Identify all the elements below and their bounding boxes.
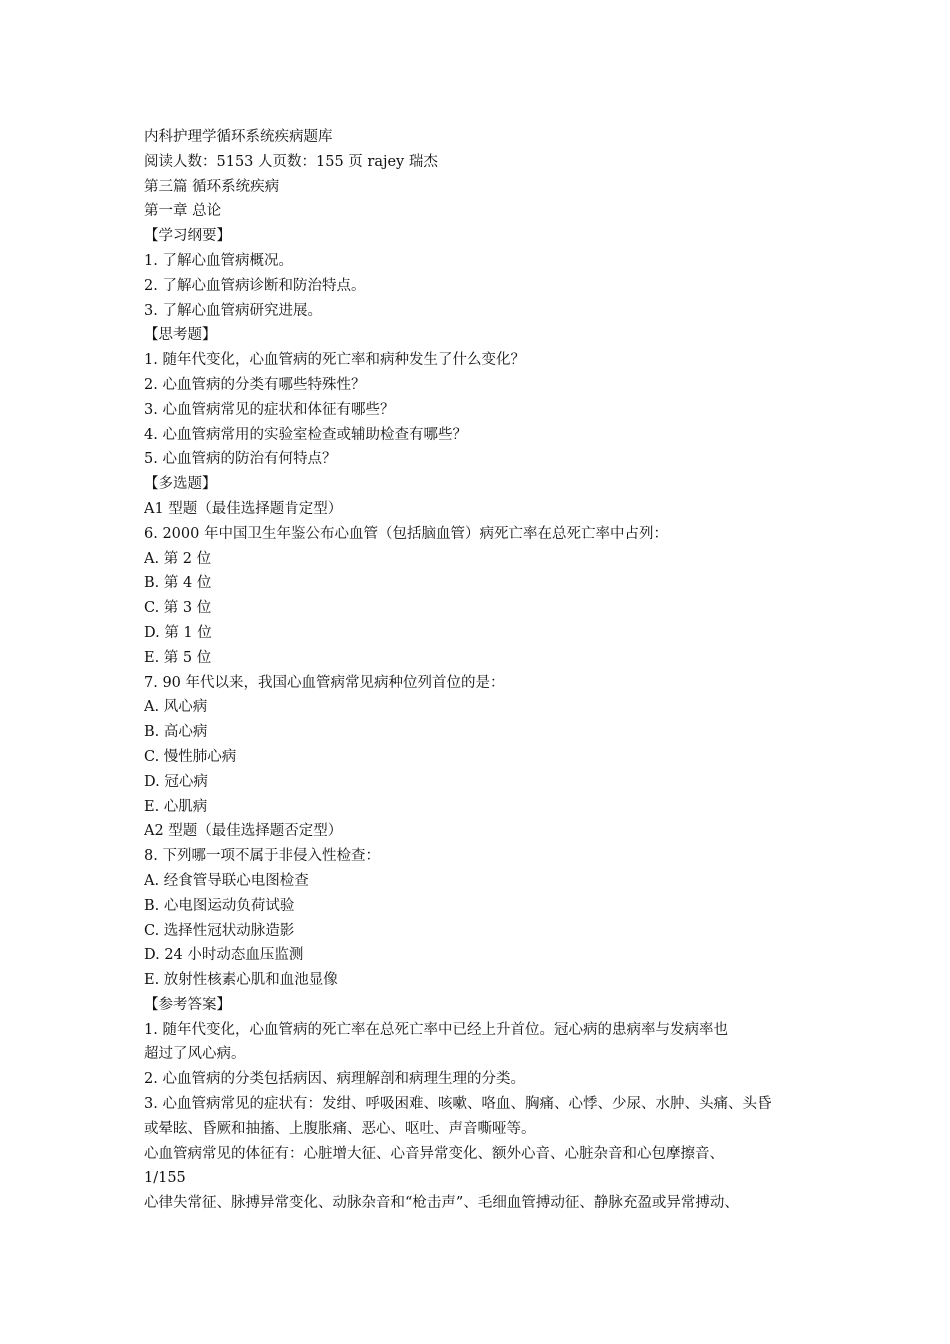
answer-text: 超过了风心病。 [144,1046,246,1063]
part-heading: 第三篇 循环系统疾病 [144,178,280,195]
question-text: 7. 90 年代以来，我国心血管病常见病种位列首位的是： [144,674,505,691]
answer-text: 心血管病常见的体征有：心脏增大征、心音异常变化、额外心音、心脏杂音和心包摩擦音、 [144,1145,724,1162]
text-line: 4. 心血管病常用的实验室检查或辅助检查有哪些？ [144,426,467,443]
answer-text: 2. 心血管病的分类包括病因、病理解剖和病理生理的分类。 [144,1071,525,1088]
text-line: 2. 了解心血管病诊断和防治特点。 [144,277,366,294]
section-heading: 【思考题】 [144,327,217,344]
option-item: B. 高心病 [144,724,208,741]
text-line: 3. 心血管病常见的症状和体征有哪些？ [144,401,395,418]
option-item: A. 风心病 [144,699,208,716]
document-title: 内科护理学循环系统疾病题库 [144,129,333,145]
option-item: B. 第 4 位 [144,575,212,592]
option-item: C. 选择性冠状动脉造影 [144,922,295,939]
question-type: A1 型题（最佳选择题肯定型） [144,500,343,517]
question-text: 8. 下列哪一项不属于非侵入性检查： [144,848,380,865]
answer-text: 3. 心血管病常见的症状有：发绀、呼吸困难、咳嗽、咯血、胸痛、心悸、少尿、水肿、头痛、头昏 [144,1096,772,1113]
question-type: A2 型题（最佳选择题否定型） [144,823,343,840]
option-item: A. 第 2 位 [144,550,212,567]
answer-text: 或晕眩、昏厥和抽搐、上腹胀痛、恶心、呕吐、声音嘶哑等。 [144,1120,536,1137]
section-heading: 【参考答案】 [144,996,231,1013]
question-text: 6. 2000 年中国卫生年鉴公布心血管（包括脑血管）病死亡率在总死亡率中占列： [144,525,668,542]
option-item: D. 24 小时动态血压监测 [144,947,304,964]
text-line: 1. 了解心血管病概况。 [144,252,293,269]
option-item: E. 心肌病 [144,798,208,815]
option-item: E. 放射性核素心肌和血池显像 [144,972,338,989]
option-item: B. 心电图运动负荷试验 [144,897,295,914]
option-item: C. 慢性肺心病 [144,748,237,765]
page-number: 1/155 [144,1170,186,1187]
section-heading: 【多选题】 [144,476,217,493]
document-body [144,125,824,1216]
option-item: C. 第 3 位 [144,600,212,617]
option-item: A. 经食管导联心电图检查 [144,872,309,889]
option-item: D. 第 1 位 [144,624,212,641]
meta-info: 阅读人数：5153 人页数：155 页 rajey 瑞杰 [144,153,438,170]
option-item: D. 冠心病 [144,773,208,790]
answer-text: 1. 随年代变化，心血管病的死亡率在总死亡率中已经上升首位。冠心病的患病率与发病率也 [144,1021,728,1038]
text-line: 3. 了解心血管病研究进展。 [144,302,322,319]
chapter-heading: 第一章 总论 [144,203,222,220]
answer-text: 心律失常征、脉搏异常变化、动脉杂音和“枪击声”、毛细血管搏动征、静脉充盈或异常搏动、 [144,1195,739,1212]
text-line: 5. 心血管病的防治有何特点？ [144,451,337,468]
text-line: 1. 随年代变化，心血管病的死亡率和病种发生了什么变化？ [144,352,525,369]
option-item: E. 第 5 位 [144,649,212,666]
text-line: 2. 心血管病的分类有哪些特殊性？ [144,376,366,393]
section-heading: 【学习纲要】 [144,228,231,245]
